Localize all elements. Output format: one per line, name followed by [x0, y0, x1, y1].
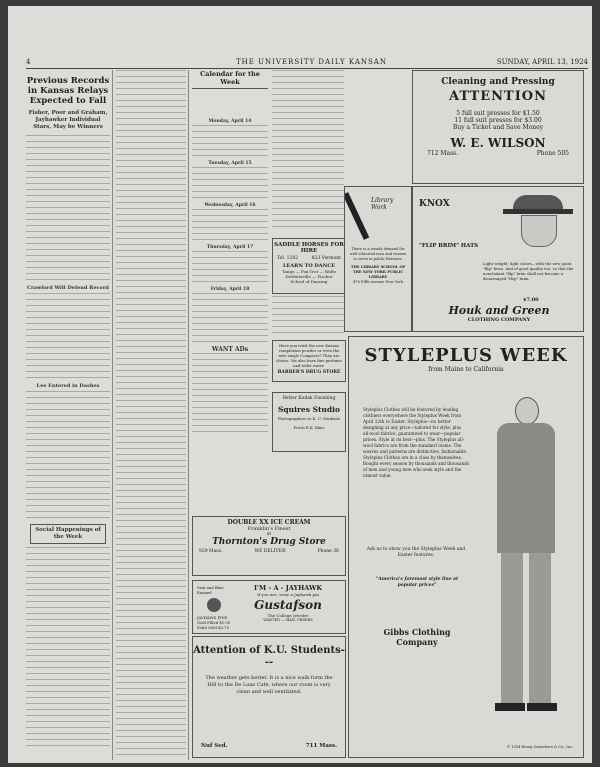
library-addr: 476 Fifth Avenue New York: [353, 280, 403, 284]
styleplus-fine: © 1924 Henry Sonneborn & Co., Inc.: [506, 745, 573, 749]
column-rule: [188, 70, 189, 760]
masthead: [26, 56, 588, 69]
calendar-entries: [192, 209, 268, 245]
kodak-addr: Fresh E.K. films: [293, 425, 325, 430]
paper-date: SUNDAY, APRIL 13, 1924: [496, 58, 588, 66]
jayhawk-price2: Solid Gold $3.75: [197, 625, 229, 630]
jayhawk-left1: Seal and Blue Enamel: [197, 585, 224, 595]
hat-company: Houk and Green: [448, 304, 550, 317]
library-text: There is a steady demand for well educated men and women to serve in public libraries.: [349, 247, 407, 261]
saddle-title: SADDLE HORSES FOR HIRE: [274, 242, 344, 254]
cleaning-line2: 11 full suit presses for $3.00: [454, 117, 542, 124]
calendar-day: Wednesday, April 16: [204, 203, 256, 208]
jayhawk-left2: JAYHAWK PINS: [197, 615, 228, 620]
styleplus-sub: from Maine to California: [428, 366, 504, 373]
want-ads-title: WANT ADs: [211, 346, 249, 353]
library-school: THE LIBRARY SCHOOL OF THE NEW YORK PUBLIC LIBRARY: [350, 265, 406, 279]
barber-text: Have you tried the new Kansas complexion powder or even the new single Compacts? They are choice. We also have fine perfume and toilet water.: [276, 343, 342, 368]
paper-name: THE UNIVERSITY DAILY KANSAN: [236, 58, 387, 66]
dance-name: DeWattsville — Fischer: [285, 274, 333, 279]
ku-ad: [192, 636, 346, 758]
saddle-ad: [272, 238, 346, 294]
calendar-entries: [192, 293, 268, 343]
dance-sub: Tango — Fox Trot — Waltz: [282, 269, 336, 274]
calendar-entries: [192, 125, 268, 161]
social-text: [26, 547, 110, 747]
calendar-entries: [192, 167, 268, 203]
subhead: Fisher, Poor and Graham, Jayhawker Individual Stars, May be Winners: [28, 110, 108, 130]
column-rule: [112, 70, 113, 760]
calendar-day: Tuesday, April 15: [208, 161, 252, 166]
cleaning-ad: [412, 70, 584, 184]
library-script-icon: Library Work: [371, 197, 394, 211]
ku-title: Attention of K.U. Students---: [193, 645, 345, 668]
ice-cream-line1: DOUBLE XX ICE CREAM: [227, 519, 311, 526]
calendar-day: Friday, April 18: [210, 287, 250, 292]
ice-cream-phone: Phone 36: [317, 549, 339, 554]
styleplus-title: STYLEPLUS WEEK: [364, 345, 568, 366]
hat-brand-text: KNOX: [419, 199, 450, 209]
styleplus-body: Styleplus Clothes will be featured by leading clothiers everywhere the Styleplus Week from April 12th to Easter. Styleplus—no better designing at any price—tailored for style, plus all-wool fabrics, guaranteed to wear—popular prices. Style at its best—plus. The Styleplus all-wool fabrics are from the standard looms. The weaves and patterns are distinctive, fashionable. Styleplus Clothes are in a class by themselves. Bought every season by thousands and thousands of men and young men who seek style and the utmost value.: [363, 407, 469, 478]
column-1: [26, 70, 110, 760]
page-number: 4: [26, 58, 31, 66]
styleplus-tag: Ask us to show you the Styleplus Week and Easter features.: [366, 547, 466, 558]
styleplus-ad: [348, 336, 584, 758]
kodak-ad: [272, 392, 346, 452]
jayhawk-sub: If you are, wear a Jayhawk pin: [257, 592, 319, 597]
newspaper-page: [8, 6, 592, 763]
barber-name: BARBER'S DRUG STORE: [277, 370, 341, 375]
kodak-sub: Photographers to K. U. Students: [277, 416, 341, 421]
hat-text: Light weight; light colors—with the new jaunt "flip" brim. And of good quality too, so that the nonchalant "flip" brim shall not become a disarranged "flop" brim.: [483, 261, 574, 281]
jayhawk-pin-icon: [207, 598, 221, 612]
library-ad: [344, 186, 412, 332]
dance-title: LEARN TO DANCE: [282, 263, 336, 269]
cleaning-title: Cleaning and Pressing: [441, 77, 555, 87]
classified-text-2: [272, 296, 344, 336]
man-in-suit-icon: [477, 397, 573, 737]
jayhawk-ad: [192, 580, 346, 634]
article-text-2: [26, 293, 110, 383]
calendar-day: Thursday, April 17: [206, 245, 254, 250]
saddle-addr: 823 Vermont: [311, 256, 341, 261]
calendar-entries: [192, 251, 268, 287]
mid-head-2: Lee Entered in Dashes: [36, 383, 100, 389]
cleaning-line3: Buy a Ticket and Save Money: [452, 124, 544, 131]
ice-cream-line2: Franklin's Finest: [247, 526, 291, 532]
styleplus-store: Gibbs Clothing Company: [383, 627, 451, 647]
man-in-hat-icon: [503, 195, 573, 255]
article-text: [26, 135, 110, 285]
mid-head: Crawford Will Defend Record: [26, 285, 110, 291]
social-title: Social Happenings of the Week: [30, 524, 106, 544]
cleaning-addr: 712 Mass.: [427, 150, 459, 157]
column-2: [116, 70, 186, 760]
styleplus-slogan: "America's foremost style line at popular prices": [375, 577, 459, 588]
ice-cream-ad: [192, 516, 346, 576]
barber-ad: [272, 340, 346, 382]
hat-price: $7.00: [523, 297, 539, 303]
cleaning-phone: Phone 505: [536, 150, 569, 157]
kodak-name: Squires Studio: [278, 405, 340, 414]
ku-body: The weather gets better. It is a nice walk form the Hill to the De Luxe Cafe, where our room is very clean and well ventilated.: [205, 675, 333, 695]
article-text-3: [26, 391, 110, 521]
ice-cream-line3: at: [266, 532, 272, 537]
cleaning-attention: ATTENTION: [448, 89, 547, 104]
headline: Previous Records in Kansas Relays Expected to Fall: [26, 76, 110, 106]
jayhawk-title: I'M - A - JAYHAWK: [254, 584, 322, 592]
jayhawk-price1: Gold Filled $1.00: [197, 620, 231, 625]
jayhawk-brand-sub: The College Jeweler: [267, 613, 309, 618]
ku-footer-left: Nuf Sed.: [201, 743, 228, 749]
classified-text: [272, 70, 344, 230]
pen-icon: [344, 192, 369, 240]
cleaning-name: W. E. WILSON: [450, 136, 546, 150]
jayhawk-brand: Gustafson: [254, 598, 322, 612]
ice-cream-addr: 929 Mass.: [199, 549, 223, 554]
hat-name: "FLIP BRIM" HATS: [419, 243, 479, 249]
hat-ad: [412, 186, 584, 332]
calendar-day: Monday, April 14: [208, 119, 252, 124]
want-ads-text: [192, 353, 268, 433]
jayhawk-brand-sub2: WANTED — MAN. ORDERS: [263, 618, 313, 622]
hat-company-sub: CLOTHING COMPANY: [467, 317, 531, 323]
calendar-title: Calendar for the Week: [192, 70, 268, 89]
ice-cream-delivery: WE DELIVER: [254, 549, 286, 554]
kodak-title: Better Kodak Finishing: [282, 396, 336, 401]
ku-footer-right: 711 Mass.: [305, 743, 337, 749]
cleaning-line1: 5 full suit presses for $1.50: [456, 110, 540, 117]
hat-brand: [419, 199, 450, 209]
dance-school: School of Dancing: [290, 279, 328, 284]
saddle-tel: Tel. 1282: [277, 256, 299, 261]
ice-cream-store: Thornton's Drug Store: [212, 537, 326, 547]
